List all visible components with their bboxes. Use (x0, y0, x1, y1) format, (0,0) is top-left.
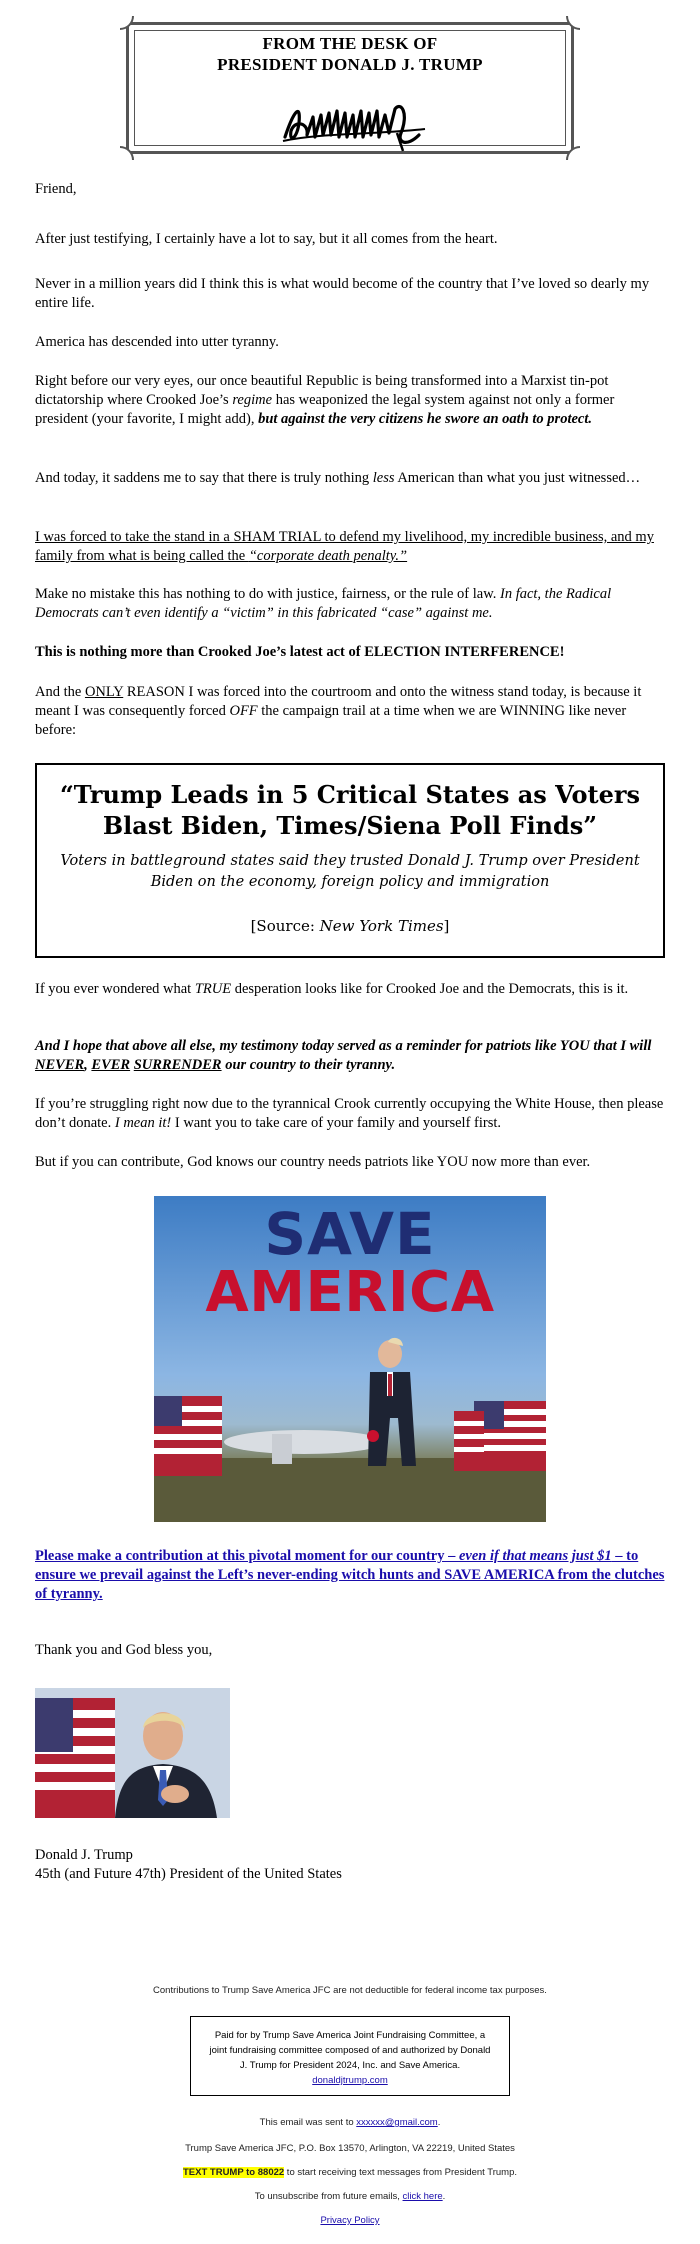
footer-address: Trump Save America JFC, P.O. Box 13570, Arlington, VA 22219, United States (185, 2143, 515, 2154)
paragraph-bold: This is nothing more than Crooked Joe’s latest act of ELECTION INTERFERENCE! (35, 644, 565, 660)
paragraph-italic: TRUE (194, 981, 232, 997)
paragraph-text: And I hope that above all else, my testimony today served as a reminder for patriots like YOU that I will (35, 1038, 652, 1054)
paragraph-italic: less (372, 470, 395, 486)
paragraph (35, 372, 665, 429)
letterhead-corner (120, 146, 134, 160)
cta-text: – to ensure we prevail against the Left’s never-ending witch hunts and SAVE AMERICA from the clutches of tyranny. (35, 1548, 665, 1602)
paragraph-text: I want you to take care of your family and yourself first. (171, 1115, 502, 1131)
news-quote-box (35, 763, 665, 958)
paid-for-box (190, 2016, 510, 2096)
quote-source-prefix: [Source: (250, 917, 320, 935)
footer-unsubscribe (0, 2191, 700, 2202)
paragraph: After just testifying, I certainly have a lot to say, but it all comes from the heart. (35, 231, 498, 247)
paragraph: But if you can contribute, God knows our country needs patriots like YOU now more than ever. (35, 1154, 591, 1170)
paragraph-underline: NEVER (35, 1057, 85, 1073)
paragraph-text: If you’re struggling right now due to the tyrannical Crook currently occupying the White House, then please don’t donate. (35, 1096, 664, 1131)
paragraph-text: desperation looks like for Crooked Joe and the Democrats, this is it. (231, 981, 629, 997)
paragraph-text: has weaponized the legal system against not only a former president (your favorite, I might add), (35, 392, 615, 427)
paragraph-italic: regime (232, 392, 273, 408)
paragraph-text: American than what you just witnessed… (394, 470, 641, 486)
cta-italic-text: even if that means just $1 (458, 1548, 612, 1564)
greeting: Friend, (35, 181, 77, 197)
letterhead-line-2: PRESIDENT DONALD J. TRUMP (217, 55, 483, 74)
paragraph-underline: EVER (91, 1057, 131, 1073)
paragraph-italic: OFF (229, 703, 258, 719)
portrait-illustration (35, 1688, 230, 1818)
paragraph-text: , (84, 1057, 92, 1073)
paragraph-underline: ONLY (84, 684, 124, 700)
quote-source-name: New York Times (319, 917, 444, 935)
paragraph (35, 683, 665, 740)
portrait-photo (35, 1688, 230, 1818)
footer-text-signup (0, 2167, 700, 2178)
text-signup-highlight: TEXT TRUMP to 88022 (182, 2167, 285, 2178)
paragraph-text: And today, it saddens me to say that there is truly nothing (35, 470, 373, 486)
hero-text-america: AMERICA (205, 1260, 495, 1325)
signature-image (279, 93, 429, 153)
paragraph (35, 1095, 665, 1133)
signer-name: Donald J. Trump (35, 1847, 133, 1863)
paragraph-italic: In fact, the Radical Democrats can’t even identify a “victim” in this fabricated “case” against me. (35, 586, 612, 621)
footer-sent-to (0, 2117, 700, 2128)
quote-source-suffix: ] (443, 917, 450, 935)
paragraph-text: If you ever wondered what (35, 981, 195, 997)
footer-disclaimer: Contributions to Trump Save America JFC are not deductible for federal income tax purposes. (153, 1985, 547, 1996)
paragraph-underline: SURRENDER (133, 1057, 222, 1073)
paragraph-text: REASON I was forced into the courtroom and onto the witness stand today, is because it meant I was consequently forced (35, 684, 642, 719)
letterhead-corner (566, 146, 580, 160)
paragraph-text: Right before our very eyes, our once beautiful Republic is being transformed into a Marxist tin-pot dictatorship where Crooked Joe’s (35, 373, 609, 408)
footer-text: to start receiving text messages from President Trump. (284, 2167, 518, 2178)
footer-text: . (437, 2117, 441, 2128)
paragraph-italic: “corporate death penalty.” (248, 548, 408, 564)
paragraph (35, 528, 665, 566)
paragraph-bold-italic (35, 1037, 665, 1075)
hero-photo-illustration (154, 1196, 546, 1522)
save-america-image[interactable] (154, 1196, 546, 1522)
paragraph-text: the campaign trail at a time when we are WINNING like never before: (35, 703, 627, 738)
paragraph: Never in a million years did I think this is what would become of the country that I’ve loved so dearly my entire life. (35, 276, 650, 311)
paid-for-text: Paid for by Trump Save America Joint Fundraising Committee, a joint fundraising committee composed of and authorized by Donald J. Trump for President 2024, Inc. and Save America. (209, 2030, 491, 2071)
letterhead-corner (120, 16, 134, 30)
closing-line: Thank you and God bless you, (35, 1642, 213, 1658)
cta-text: Please make a contribution at this pivotal moment for our country – (35, 1548, 459, 1564)
paragraph (35, 585, 665, 623)
quote-source (37, 917, 663, 935)
footer-text: . (442, 2191, 446, 2202)
hero-text-save: SAVE (264, 1200, 436, 1268)
paragraph (35, 469, 665, 488)
letterhead-box (126, 22, 574, 154)
recipient-email-link[interactable]: xxxxxx@gmail.com (356, 2117, 438, 2128)
footer-privacy (0, 2215, 700, 2226)
privacy-policy-link[interactable]: Privacy Policy (320, 2215, 380, 2226)
letterhead-line-1: FROM THE DESK OF (262, 34, 438, 53)
quote-headline: “Trump Leads in 5 Critical States as Voters Blast Biden, Times/Siena Poll Finds” (59, 780, 641, 840)
footer-text: This email was sent to (259, 2117, 357, 2128)
quote-subheadline: Voters in battleground states said they trusted Donald J. Trump over President Biden on the economy, foreign policy and immigration (60, 853, 640, 890)
letterhead-corner (566, 16, 580, 30)
unsubscribe-link[interactable]: click here (402, 2191, 443, 2202)
paragraph-text: Make no mistake this has nothing to do with justice, fairness, or the rule of law. (35, 586, 500, 602)
footer-text: To unsubscribe from future emails, (254, 2191, 403, 2202)
website-link[interactable]: donaldjtrump.com (312, 2075, 388, 2086)
paragraph-italic: I mean it! (114, 1115, 172, 1131)
paragraph (35, 980, 665, 999)
paragraph-text: And the (35, 684, 85, 700)
donate-link[interactable] (35, 1547, 665, 1604)
paragraph-bold-italic: but against the very citizens he swore an oath to protect. (258, 411, 592, 427)
paragraph-text: I was forced to take the stand in a SHAM TRIAL to defend my livelihood, my incredible business, and my family from what is being called the (35, 529, 654, 564)
paragraph: America has descended into utter tyranny. (35, 334, 279, 350)
signer-title: 45th (and Future 47th) President of the United States (35, 1866, 342, 1882)
paragraph-text: our country to their tyranny. (221, 1057, 396, 1073)
